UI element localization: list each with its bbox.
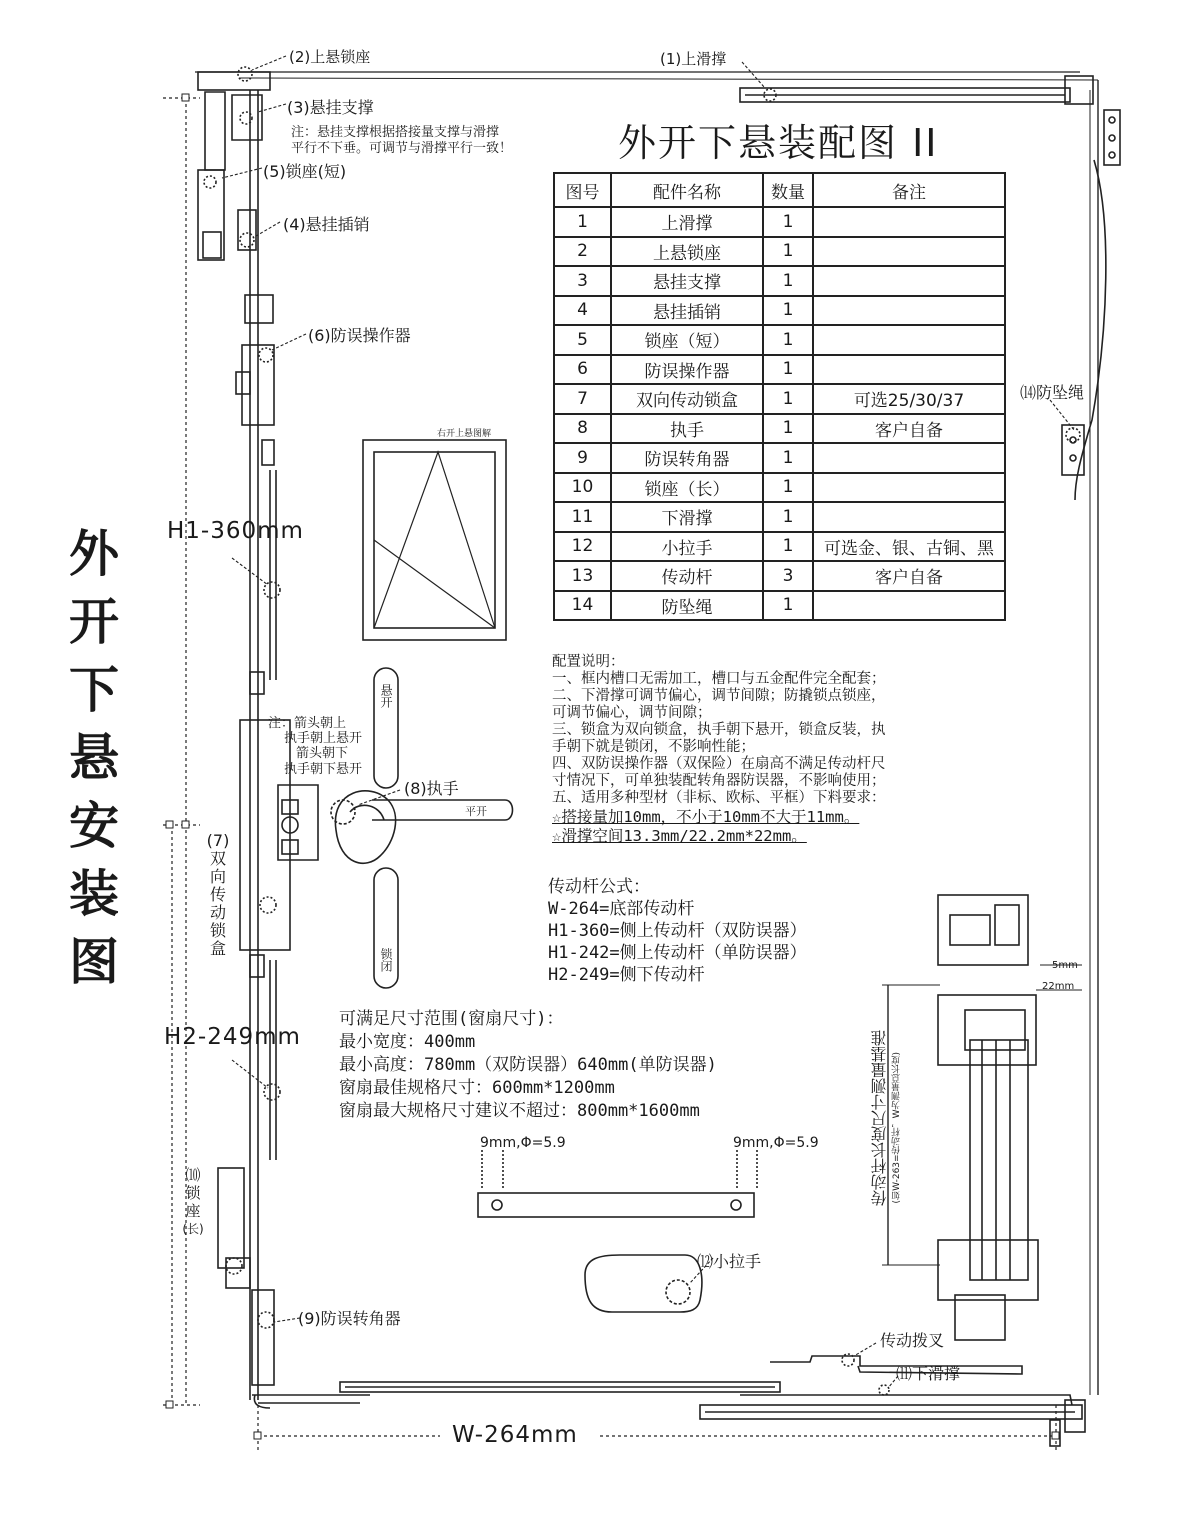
table-row bbox=[554, 473, 1005, 503]
side-title-char: 下 bbox=[69, 661, 119, 719]
notes-star-stay-space: ☆滑撑空间13.3mm/22.2mm*22mm。 bbox=[552, 827, 807, 845]
cell-qty: 1 bbox=[763, 266, 813, 296]
parts-table bbox=[553, 172, 1006, 621]
cell-remark bbox=[813, 237, 1005, 267]
cell-index: 14 bbox=[554, 591, 611, 621]
side-title-char: 装 bbox=[69, 865, 119, 923]
label-lock-seat-long-char: 座 bbox=[185, 1202, 201, 1220]
label-hole-left: 9mm,Φ=5.9 bbox=[480, 1135, 566, 1151]
side-title-char: 安 bbox=[69, 797, 119, 855]
label-handle: (8)执手 bbox=[404, 779, 459, 798]
table-row bbox=[554, 502, 1005, 532]
label-measure-basis: 传动杆长度尺寸测量基准 bbox=[870, 1030, 889, 1206]
label-bottom-sliding-stay: ⑾下滑撑 bbox=[896, 1364, 961, 1383]
table-row bbox=[554, 591, 1005, 621]
cell-name: 下滑撑 bbox=[611, 502, 763, 532]
label-hanging-support: (3)悬挂支撑 bbox=[287, 98, 374, 117]
cell-remark bbox=[813, 502, 1005, 532]
cell-remark: 客户自备 bbox=[813, 561, 1005, 591]
cell-qty: 1 bbox=[763, 384, 813, 414]
notes-heading: 配置说明： bbox=[552, 654, 625, 670]
label-lock-seat-long-char: 锁 bbox=[185, 1184, 201, 1202]
cell-index: 1 bbox=[554, 207, 611, 237]
label-corner-drive: (9)防误转角器 bbox=[298, 1309, 401, 1328]
notes-line: 五、适用多种型材（非标、欧标、平框）下料要求： bbox=[552, 790, 886, 806]
cell-name: 锁座（短） bbox=[611, 325, 763, 355]
cell-qty: 1 bbox=[763, 237, 813, 267]
cell-name: 双向传动锁盒 bbox=[611, 384, 763, 414]
label-lock-seat-long bbox=[180, 1166, 206, 1238]
cell-remark bbox=[813, 296, 1005, 326]
label-hanging-support-note-2: 平行不下垂。可调节与滑撑平行一致！ bbox=[291, 141, 513, 156]
dimension-h1: H1-360mm bbox=[167, 518, 304, 544]
formula-line: H1-360=侧上传动杆（双防误器） bbox=[548, 921, 807, 941]
table-row bbox=[554, 532, 1005, 562]
cell-qty: 1 bbox=[763, 591, 813, 621]
label-measure-sub: (如W-263=传动杆，W为测量总长度) bbox=[892, 1052, 902, 1204]
main-title: 外开下悬装配图 II bbox=[618, 121, 939, 165]
notes-line: 一、框内槽口无需加工，槽口与五金配件完全配套； bbox=[552, 671, 886, 687]
side-title-char: 开 bbox=[69, 593, 119, 651]
label-double-lock-box-char: 向 bbox=[209, 867, 226, 886]
side-title-char: 图 bbox=[69, 933, 119, 991]
dimension-w: W-264mm bbox=[452, 1422, 578, 1448]
label-double-lock-box-char: 锁 bbox=[209, 921, 226, 940]
parts-table-header bbox=[554, 173, 1005, 207]
side-title bbox=[62, 520, 126, 996]
formula-heading: 传动杆公式： bbox=[548, 877, 650, 897]
dimension-h2: H2-249mm bbox=[164, 1024, 301, 1050]
cell-index: 3 bbox=[554, 266, 611, 296]
label-fall-rope: ⒁防坠绳 bbox=[1020, 383, 1085, 402]
cell-qty: 1 bbox=[763, 414, 813, 444]
range-line: 窗扇最大规格尺寸建议不超过：800mm*1600mm bbox=[339, 1101, 700, 1121]
label-double-lock-box bbox=[202, 832, 234, 958]
notes-line: 三、锁盒为双向锁盒，执手朝下悬开，锁盒反装，执 bbox=[552, 722, 886, 738]
formula-line: H2-249=侧下传动杆 bbox=[548, 965, 705, 985]
side-title-char: 悬 bbox=[69, 729, 119, 787]
range-heading: 可满足尺寸范围(窗扇尺寸)： bbox=[339, 1009, 564, 1029]
table-row bbox=[554, 384, 1005, 414]
cell-qty: 1 bbox=[763, 325, 813, 355]
cell-remark bbox=[813, 473, 1005, 503]
table-row bbox=[554, 414, 1005, 444]
side-title-char: 外 bbox=[69, 525, 119, 583]
range-line: 最小宽度：400mm bbox=[339, 1032, 476, 1052]
notes-line: 可调节偏心，调节间隙； bbox=[552, 705, 712, 721]
header-name: 配件名称 bbox=[611, 173, 763, 207]
cell-remark: 客户自备 bbox=[813, 414, 1005, 444]
cell-remark: 可选金、银、古铜、黑 bbox=[813, 532, 1005, 562]
cell-name: 执手 bbox=[611, 414, 763, 444]
cell-remark bbox=[813, 355, 1005, 385]
label-top-lock-seat: (2)上悬锁座 bbox=[289, 48, 371, 66]
formula-line: W-264=底部传动杆 bbox=[548, 899, 695, 919]
cell-remark bbox=[813, 591, 1005, 621]
cell-index: 2 bbox=[554, 237, 611, 267]
drive-rod-formula bbox=[548, 876, 807, 986]
cell-qty: 1 bbox=[763, 532, 813, 562]
label-profile-5mm: 5mm bbox=[1052, 960, 1078, 971]
label-hole-right: 9mm,Φ=5.9 bbox=[733, 1135, 819, 1151]
cell-remark bbox=[813, 325, 1005, 355]
table-row bbox=[554, 207, 1005, 237]
notes-line: 手朝下就是锁闭，不影响性能； bbox=[552, 739, 755, 755]
label-lock-seat-long-char: ⑽ bbox=[185, 1166, 201, 1184]
notes-line: 寸情况下，可单独装配转角器防误器，不影响使用； bbox=[552, 773, 886, 789]
formula-line: H1-242=侧上传动杆（单防误器） bbox=[548, 943, 807, 963]
table-row bbox=[554, 443, 1005, 473]
cell-index: 10 bbox=[554, 473, 611, 503]
label-hanging-pin: (4)悬挂插销 bbox=[283, 215, 370, 234]
label-handle-top: 悬开 bbox=[379, 684, 393, 708]
notes-star-overlap: ☆搭接量加10mm，不小于10mm不大于11mm。 bbox=[552, 808, 860, 826]
cell-name: 锁座（长） bbox=[611, 473, 763, 503]
header-remark: 备注 bbox=[813, 173, 1005, 207]
cell-remark: 可选25/30/37 bbox=[813, 384, 1005, 414]
cell-name: 悬挂插销 bbox=[611, 296, 763, 326]
table-row bbox=[554, 325, 1005, 355]
cell-index: 8 bbox=[554, 414, 611, 444]
label-double-lock-box-char: (7) bbox=[206, 831, 230, 850]
cell-name: 悬挂支撑 bbox=[611, 266, 763, 296]
cell-name: 小拉手 bbox=[611, 532, 763, 562]
cell-remark bbox=[813, 207, 1005, 237]
cell-index: 7 bbox=[554, 384, 611, 414]
label-inset-title: 右开上悬图解 bbox=[437, 429, 492, 439]
label-profile-22mm: 22mm bbox=[1042, 981, 1075, 992]
label-double-lock-box-char: 动 bbox=[209, 903, 226, 922]
cell-name: 上滑撑 bbox=[611, 207, 763, 237]
cell-index: 4 bbox=[554, 296, 611, 326]
cell-index: 11 bbox=[554, 502, 611, 532]
label-anti-misoperation: (6)防误操作器 bbox=[308, 326, 411, 345]
cell-name: 防坠绳 bbox=[611, 591, 763, 621]
cell-name: 防误操作器 bbox=[611, 355, 763, 385]
cell-name: 防误转角器 bbox=[611, 443, 763, 473]
cell-index: 12 bbox=[554, 532, 611, 562]
cell-index: 13 bbox=[554, 561, 611, 591]
cell-qty: 1 bbox=[763, 207, 813, 237]
table-row bbox=[554, 561, 1005, 591]
cell-name: 传动杆 bbox=[611, 561, 763, 591]
cell-index: 9 bbox=[554, 443, 611, 473]
cell-qty: 1 bbox=[763, 473, 813, 503]
cell-qty: 1 bbox=[763, 296, 813, 326]
table-row bbox=[554, 355, 1005, 385]
cell-qty: 1 bbox=[763, 443, 813, 473]
header-qty: 数量 bbox=[763, 173, 813, 207]
notes-line: 二、下滑撑可调节偏心，调节间隙；防撬锁点锁座， bbox=[552, 688, 886, 704]
table-row bbox=[554, 296, 1005, 326]
label-drive-fork: 传动拨叉 bbox=[880, 1331, 945, 1350]
range-line: 最小高度：780mm（双防误器）640mm(单防误器) bbox=[339, 1055, 717, 1075]
notes-line: 四、双防误操作器（双保险）在扇高不满足传动杆尺 bbox=[552, 756, 886, 772]
table-row bbox=[554, 237, 1005, 267]
label-handle-note-3: 箭头朝下 bbox=[296, 746, 349, 761]
cell-remark bbox=[813, 266, 1005, 296]
label-handle-note-1: 注：箭头朝上 bbox=[268, 716, 347, 731]
label-double-lock-box-char: 盒 bbox=[209, 939, 226, 958]
label-handle-bottom: 锁闭 bbox=[379, 948, 393, 972]
table-row bbox=[554, 266, 1005, 296]
label-top-sliding-stay: (1)上滑撑 bbox=[660, 50, 727, 68]
cell-remark bbox=[813, 443, 1005, 473]
parts-table-body bbox=[554, 207, 1005, 620]
label-lock-seat-short: (5)锁座(短) bbox=[263, 162, 347, 181]
label-double-lock-box-char: 传 bbox=[209, 885, 226, 904]
cell-qty: 1 bbox=[763, 502, 813, 532]
label-handle-note-4: 执手朝下悬开 bbox=[284, 762, 363, 777]
header-index: 图号 bbox=[554, 173, 611, 207]
label-hanging-support-note-1: 注：悬挂支撑根据搭接量支撑与滑撑 bbox=[291, 125, 500, 140]
label-lock-seat-long-char: (长) bbox=[182, 1222, 204, 1236]
cell-index: 5 bbox=[554, 325, 611, 355]
cell-qty: 3 bbox=[763, 561, 813, 591]
configuration-notes bbox=[552, 654, 1022, 845]
size-range bbox=[339, 1008, 717, 1123]
label-small-pull-handle: ⑿小拉手 bbox=[697, 1252, 762, 1271]
range-line: 窗扇最佳规格尺寸：600mm*1200mm bbox=[339, 1078, 615, 1098]
label-handle-note-2: 执手朝上悬开 bbox=[284, 731, 363, 746]
label-handle-mid: 平开 bbox=[465, 805, 487, 818]
cell-name: 上悬锁座 bbox=[611, 237, 763, 267]
cell-index: 6 bbox=[554, 355, 611, 385]
label-double-lock-box-char: 双 bbox=[209, 849, 226, 868]
cell-qty: 1 bbox=[763, 355, 813, 385]
